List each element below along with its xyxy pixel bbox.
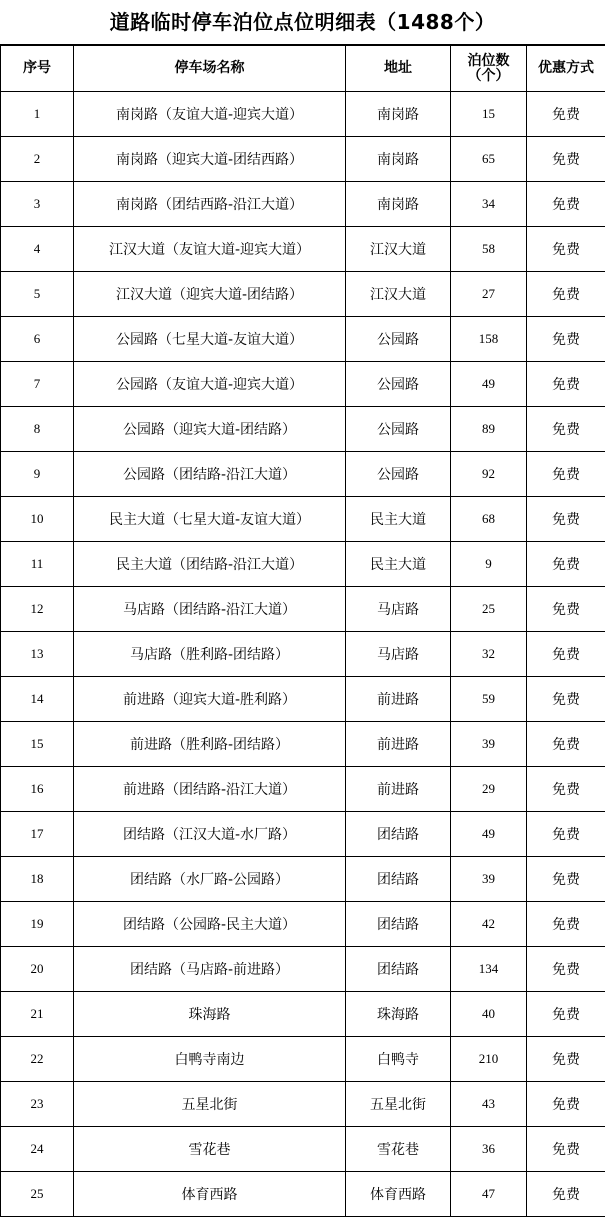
table-row bbox=[1, 992, 605, 1037]
cell-name: 公园路（友谊大道-迎宾大道） bbox=[74, 362, 346, 407]
cell-address: 公园路 bbox=[346, 317, 451, 362]
header-spaces bbox=[451, 46, 527, 92]
cell-spaces: 68 bbox=[451, 497, 527, 542]
cell-spaces: 89 bbox=[451, 407, 527, 452]
cell-seq: 18 bbox=[1, 857, 74, 902]
cell-seq: 6 bbox=[1, 317, 74, 362]
cell-spaces: 42 bbox=[451, 902, 527, 947]
cell-address: 雪花巷 bbox=[346, 1127, 451, 1172]
header-spaces-line2: （个） bbox=[451, 69, 526, 84]
cell-spaces: 15 bbox=[451, 92, 527, 137]
cell-address: 团结路 bbox=[346, 902, 451, 947]
cell-address: 体育西路 bbox=[346, 1172, 451, 1217]
cell-name: 雪花巷 bbox=[74, 1127, 346, 1172]
cell-name: 南岗路（团结西路-沿江大道） bbox=[74, 182, 346, 227]
table-row bbox=[1, 902, 605, 947]
cell-address: 马店路 bbox=[346, 587, 451, 632]
table-row bbox=[1, 272, 605, 317]
cell-spaces: 43 bbox=[451, 1082, 527, 1127]
table-row bbox=[1, 677, 605, 722]
cell-discount: 免费 bbox=[527, 1127, 605, 1172]
table-row bbox=[1, 722, 605, 767]
cell-discount: 免费 bbox=[527, 227, 605, 272]
table-row bbox=[1, 632, 605, 677]
table-row bbox=[1, 1082, 605, 1127]
cell-name: 江汉大道（友谊大道-迎宾大道） bbox=[74, 227, 346, 272]
cell-discount: 免费 bbox=[527, 497, 605, 542]
cell-address: 南岗路 bbox=[346, 137, 451, 182]
cell-name: 团结路（公园路-民主大道） bbox=[74, 902, 346, 947]
cell-address: 前进路 bbox=[346, 767, 451, 812]
cell-name: 体育西路 bbox=[74, 1172, 346, 1217]
cell-name: 团结路（水厂路-公园路） bbox=[74, 857, 346, 902]
header-seq: 序号 bbox=[1, 46, 74, 92]
cell-name: 公园路（迎宾大道-团结路） bbox=[74, 407, 346, 452]
cell-address: 公园路 bbox=[346, 407, 451, 452]
cell-discount: 免费 bbox=[527, 632, 605, 677]
cell-spaces: 39 bbox=[451, 857, 527, 902]
cell-name: 马店路（团结路-沿江大道） bbox=[74, 587, 346, 632]
cell-spaces: 39 bbox=[451, 722, 527, 767]
cell-discount: 免费 bbox=[527, 452, 605, 497]
cell-seq: 22 bbox=[1, 1037, 74, 1082]
cell-address: 团结路 bbox=[346, 947, 451, 992]
cell-address: 江汉大道 bbox=[346, 272, 451, 317]
cell-seq: 3 bbox=[1, 182, 74, 227]
cell-name: 江汉大道（迎宾大道-团结路） bbox=[74, 272, 346, 317]
cell-discount: 免费 bbox=[527, 137, 605, 182]
cell-seq: 5 bbox=[1, 272, 74, 317]
cell-discount: 免费 bbox=[527, 947, 605, 992]
cell-seq: 9 bbox=[1, 452, 74, 497]
parking-table bbox=[0, 45, 605, 1217]
table-row bbox=[1, 587, 605, 632]
cell-address: 江汉大道 bbox=[346, 227, 451, 272]
cell-seq: 20 bbox=[1, 947, 74, 992]
cell-discount: 免费 bbox=[527, 182, 605, 227]
cell-discount: 免费 bbox=[527, 272, 605, 317]
cell-name: 前进路（迎宾大道-胜利路） bbox=[74, 677, 346, 722]
table-row bbox=[1, 182, 605, 227]
cell-address: 前进路 bbox=[346, 677, 451, 722]
cell-spaces: 34 bbox=[451, 182, 527, 227]
cell-discount: 免费 bbox=[527, 902, 605, 947]
cell-seq: 16 bbox=[1, 767, 74, 812]
cell-discount: 免费 bbox=[527, 857, 605, 902]
table-row bbox=[1, 92, 605, 137]
cell-name: 前进路（胜利路-团结路） bbox=[74, 722, 346, 767]
cell-seq: 13 bbox=[1, 632, 74, 677]
cell-spaces: 25 bbox=[451, 587, 527, 632]
cell-name: 民主大道（团结路-沿江大道） bbox=[74, 542, 346, 587]
cell-seq: 21 bbox=[1, 992, 74, 1037]
cell-spaces: 32 bbox=[451, 632, 527, 677]
table-row bbox=[1, 812, 605, 857]
table-row bbox=[1, 947, 605, 992]
cell-discount: 免费 bbox=[527, 722, 605, 767]
table-row bbox=[1, 1037, 605, 1082]
table-row bbox=[1, 857, 605, 902]
cell-seq: 19 bbox=[1, 902, 74, 947]
table-row bbox=[1, 137, 605, 182]
cell-seq: 8 bbox=[1, 407, 74, 452]
table-row bbox=[1, 407, 605, 452]
cell-name: 南岗路（迎宾大道-团结西路） bbox=[74, 137, 346, 182]
cell-address: 民主大道 bbox=[346, 542, 451, 587]
cell-spaces: 58 bbox=[451, 227, 527, 272]
cell-discount: 免费 bbox=[527, 812, 605, 857]
cell-spaces: 210 bbox=[451, 1037, 527, 1082]
cell-seq: 1 bbox=[1, 92, 74, 137]
cell-discount: 免费 bbox=[527, 92, 605, 137]
header-spaces-line1: 泊位数 bbox=[451, 54, 526, 69]
header-discount: 优惠方式 bbox=[527, 46, 605, 92]
cell-name: 前进路（团结路-沿江大道） bbox=[74, 767, 346, 812]
cell-seq: 24 bbox=[1, 1127, 74, 1172]
cell-discount: 免费 bbox=[527, 677, 605, 722]
cell-seq: 12 bbox=[1, 587, 74, 632]
table-row bbox=[1, 1172, 605, 1217]
cell-spaces: 9 bbox=[451, 542, 527, 587]
cell-spaces: 65 bbox=[451, 137, 527, 182]
cell-discount: 免费 bbox=[527, 992, 605, 1037]
cell-seq: 23 bbox=[1, 1082, 74, 1127]
cell-name: 团结路（马店路-前进路） bbox=[74, 947, 346, 992]
cell-seq: 14 bbox=[1, 677, 74, 722]
table-row bbox=[1, 362, 605, 407]
cell-address: 团结路 bbox=[346, 857, 451, 902]
table-row bbox=[1, 497, 605, 542]
cell-discount: 免费 bbox=[527, 767, 605, 812]
cell-name: 马店路（胜利路-团结路） bbox=[74, 632, 346, 677]
cell-discount: 免费 bbox=[527, 1172, 605, 1217]
cell-spaces: 49 bbox=[451, 362, 527, 407]
cell-spaces: 158 bbox=[451, 317, 527, 362]
cell-address: 南岗路 bbox=[346, 92, 451, 137]
cell-name: 公园路（团结路-沿江大道） bbox=[74, 452, 346, 497]
cell-seq: 11 bbox=[1, 542, 74, 587]
table-row bbox=[1, 1127, 605, 1172]
cell-seq: 4 bbox=[1, 227, 74, 272]
cell-spaces: 29 bbox=[451, 767, 527, 812]
cell-address: 珠海路 bbox=[346, 992, 451, 1037]
cell-seq: 17 bbox=[1, 812, 74, 857]
cell-seq: 2 bbox=[1, 137, 74, 182]
cell-spaces: 40 bbox=[451, 992, 527, 1037]
cell-discount: 免费 bbox=[527, 542, 605, 587]
cell-name: 民主大道（七星大道-友谊大道） bbox=[74, 497, 346, 542]
table-row bbox=[1, 767, 605, 812]
cell-address: 白鸭寺 bbox=[346, 1037, 451, 1082]
cell-name: 珠海路 bbox=[74, 992, 346, 1037]
table-row bbox=[1, 452, 605, 497]
cell-seq: 7 bbox=[1, 362, 74, 407]
cell-address: 马店路 bbox=[346, 632, 451, 677]
cell-discount: 免费 bbox=[527, 407, 605, 452]
header-name: 停车场名称 bbox=[74, 46, 346, 92]
cell-name: 团结路（江汉大道-水厂路） bbox=[74, 812, 346, 857]
cell-seq: 10 bbox=[1, 497, 74, 542]
header-row bbox=[1, 46, 605, 92]
table-row bbox=[1, 227, 605, 272]
cell-spaces: 47 bbox=[451, 1172, 527, 1217]
table-body bbox=[1, 92, 605, 1217]
cell-spaces: 92 bbox=[451, 452, 527, 497]
cell-discount: 免费 bbox=[527, 317, 605, 362]
cell-address: 前进路 bbox=[346, 722, 451, 767]
header-address: 地址 bbox=[346, 46, 451, 92]
cell-name: 南岗路（友谊大道-迎宾大道） bbox=[74, 92, 346, 137]
cell-spaces: 49 bbox=[451, 812, 527, 857]
cell-address: 南岗路 bbox=[346, 182, 451, 227]
table-title: 道路临时停车泊位点位明细表（1488个） bbox=[0, 0, 605, 45]
table-row bbox=[1, 317, 605, 362]
cell-discount: 免费 bbox=[527, 587, 605, 632]
cell-spaces: 134 bbox=[451, 947, 527, 992]
cell-address: 公园路 bbox=[346, 452, 451, 497]
cell-seq: 15 bbox=[1, 722, 74, 767]
cell-spaces: 36 bbox=[451, 1127, 527, 1172]
cell-name: 白鸭寺南边 bbox=[74, 1037, 346, 1082]
cell-address: 五星北街 bbox=[346, 1082, 451, 1127]
cell-seq: 25 bbox=[1, 1172, 74, 1217]
cell-address: 公园路 bbox=[346, 362, 451, 407]
cell-address: 团结路 bbox=[346, 812, 451, 857]
cell-spaces: 59 bbox=[451, 677, 527, 722]
table-row bbox=[1, 542, 605, 587]
cell-discount: 免费 bbox=[527, 1082, 605, 1127]
cell-discount: 免费 bbox=[527, 1037, 605, 1082]
cell-name: 五星北街 bbox=[74, 1082, 346, 1127]
cell-name: 公园路（七星大道-友谊大道） bbox=[74, 317, 346, 362]
cell-spaces: 27 bbox=[451, 272, 527, 317]
cell-address: 民主大道 bbox=[346, 497, 451, 542]
cell-discount: 免费 bbox=[527, 362, 605, 407]
